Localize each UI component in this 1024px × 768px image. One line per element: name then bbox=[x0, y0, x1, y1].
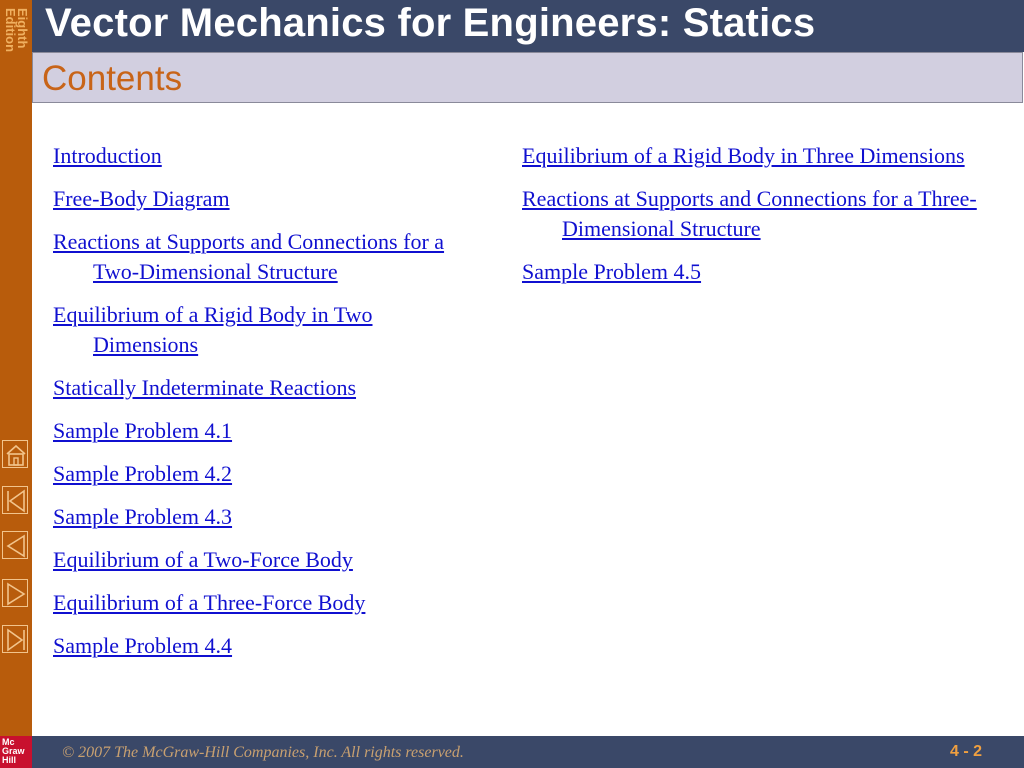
toc-link[interactable]: Equilibrium of a Two-Force Body bbox=[53, 547, 353, 572]
title-bar bbox=[32, 0, 1024, 52]
toc-link[interactable]: Free-Body Diagram bbox=[53, 186, 230, 211]
next-slide-icon bbox=[3, 580, 29, 608]
toc-link[interactable]: Reactions at Supports and Connections for a Three-Dimensional Structure bbox=[522, 186, 977, 241]
edition-line-1: Eighth bbox=[15, 7, 30, 49]
toc-link[interactable]: Sample Problem 4.4 bbox=[53, 633, 233, 658]
toc-left-column bbox=[53, 141, 473, 674]
toc-link[interactable]: Equilibrium of a Rigid Body in Two Dimensions bbox=[53, 302, 373, 357]
logo-line-1: Mc bbox=[2, 737, 15, 747]
home-icon bbox=[3, 441, 29, 469]
slide-subtitle: Contents bbox=[42, 59, 183, 98]
next-slide-button[interactable] bbox=[2, 579, 28, 607]
first-slide-button[interactable] bbox=[2, 486, 28, 514]
toc-link[interactable]: Reactions at Supports and Connections for a Two-Dimensional Structure bbox=[53, 229, 445, 284]
toc-right-column bbox=[522, 141, 992, 300]
last-slide-button[interactable] bbox=[2, 625, 28, 653]
footer-bar bbox=[32, 736, 1024, 768]
previous-slide-icon bbox=[3, 532, 29, 560]
copyright-text: © 2007 The McGraw-Hill Companies, Inc. All rights reserved. bbox=[62, 744, 464, 761]
subtitle-bar bbox=[32, 52, 1023, 103]
toc-link[interactable]: Introduction bbox=[53, 143, 162, 168]
page-number: 4 - 2 bbox=[949, 743, 982, 760]
edition-text bbox=[4, 8, 28, 52]
toc-link[interactable]: Sample Problem 4.3 bbox=[53, 504, 233, 529]
sidebar bbox=[0, 0, 32, 768]
toc-link[interactable]: Sample Problem 4.2 bbox=[53, 461, 233, 486]
previous-slide-button[interactable] bbox=[2, 531, 28, 559]
last-slide-icon bbox=[3, 626, 29, 654]
toc-link[interactable]: Equilibrium of a Rigid Body in Three Dimensions bbox=[522, 143, 965, 168]
toc-link[interactable]: Statically Indeterminate Reactions bbox=[53, 375, 357, 400]
logo-line-3: Hill bbox=[2, 755, 17, 765]
first-slide-icon bbox=[3, 487, 29, 515]
logo-line-2: Graw bbox=[2, 746, 25, 756]
edition-line-2: Edition bbox=[3, 7, 18, 53]
slide-title: Vector Mechanics for Engineers: Statics bbox=[45, 1, 816, 45]
toc-link[interactable]: Equilibrium of a Three-Force Body bbox=[53, 590, 366, 615]
home-button[interactable] bbox=[2, 440, 28, 468]
toc-link[interactable]: Sample Problem 4.1 bbox=[53, 418, 233, 443]
mcgraw-hill-logo bbox=[0, 736, 32, 768]
toc-link[interactable]: Sample Problem 4.5 bbox=[522, 259, 702, 284]
edition-label bbox=[0, 0, 32, 60]
